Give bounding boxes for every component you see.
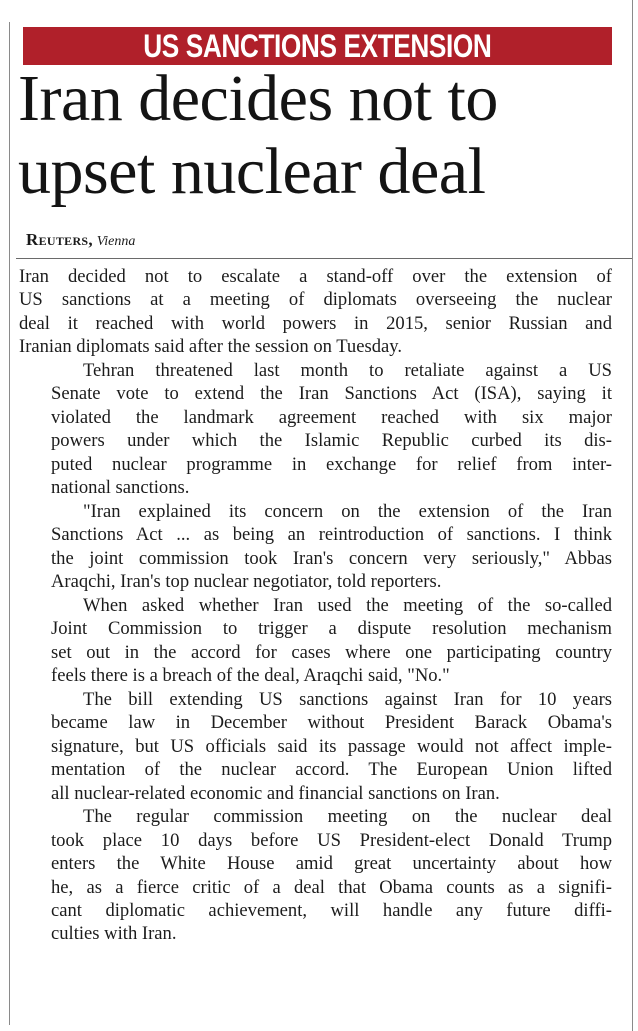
paragraph-line: powers under which the Islamic Republic curbed its dis- [51, 430, 612, 452]
byline-divider [16, 258, 632, 259]
paragraph-line: cant diplomatic achievement, will handle any future diffi- [51, 899, 612, 921]
paragraph-line: national sanctions. [51, 477, 190, 499]
paragraph-line: violated the landmark agreement reached with six major [51, 406, 612, 428]
paragraph-line: took place 10 days before US President-elect Donald Trump [51, 829, 612, 851]
paragraph-line: mentation of the nuclear accord. The European Union lifted [51, 759, 612, 781]
paragraph-line: became law in December without President Barack Obama's [51, 712, 612, 734]
paragraph-line: culties with Iran. [51, 923, 177, 945]
byline-dateline: Vienna [96, 234, 136, 249]
paragraph-line: Senate vote to extend the Iran Sanctions Act (ISA), saying it [51, 383, 612, 405]
section-kicker-banner [23, 27, 612, 65]
paragraph-line: US sanctions at a meeting of diplomats overseeing the nuclear [19, 289, 612, 311]
headline-line-1: Iran decides not to [18, 62, 498, 135]
kicker-label: US SANCTIONS EXTENSION [143, 28, 492, 64]
article-paragraph [19, 594, 612, 688]
byline-agency: Reuters, [26, 230, 93, 249]
article-body [19, 265, 612, 946]
article-paragraph [19, 805, 612, 945]
paragraph-line: deal it reached with world powers in 2015, senior Russian and [19, 312, 612, 334]
article-paragraph [19, 688, 612, 805]
paragraph-line: all nuclear-related economic and financial sanctions on Iran. [51, 782, 500, 804]
paragraph-line: he, as a fierce critic of a deal that Obama counts as a signifi- [51, 876, 612, 898]
left-column-rule [9, 22, 10, 1025]
paragraph-line: Tehran threatened last month to retaliate against a US [83, 360, 612, 382]
paragraph-line: enters the White House amid great uncertainty about how [51, 853, 612, 875]
article-paragraph [19, 359, 612, 499]
paragraph-line: feels there is a breach of the deal, Araqchi said, "No." [51, 665, 450, 687]
paragraph-line: Sanctions Act ... as being an reintroduction of sanctions. I think [51, 524, 612, 546]
paragraph-line: The regular commission meeting on the nuclear deal [83, 806, 612, 828]
paragraph-line: Araqchi, Iran's top nuclear negotiator, told reporters. [51, 571, 442, 593]
paragraph-line: "Iran explained its concern on the extension of the Iran [83, 500, 612, 522]
headline [18, 62, 630, 208]
paragraph-line: puted nuclear programme in exchange for relief from inter- [51, 453, 612, 475]
paragraph-line: the joint commission took Iran's concern very seriously," Abbas [51, 547, 612, 569]
paragraph-line: The bill extending US sanctions against Iran for 10 years [83, 688, 612, 710]
paragraph-line: Iran decided not to escalate a stand-off over the extension of [19, 266, 612, 287]
paragraph-line: Joint Commission to trigger a dispute resolution mechanism [51, 618, 612, 640]
paragraph-line: When asked whether Iran used the meeting of the so-called [83, 594, 612, 616]
paragraph-line: set out in the accord for cases where one participating country [51, 641, 612, 663]
paragraph-line: signature, but US officials said its passage would not affect imple- [51, 735, 612, 757]
paragraph-line: Iranian diplomats said after the session on Tuesday. [19, 336, 403, 358]
byline [26, 230, 135, 250]
article-paragraph [19, 500, 612, 594]
right-column-rule [632, 0, 633, 1031]
article-paragraph [19, 265, 612, 359]
headline-line-2: upset nuclear deal [18, 135, 486, 208]
